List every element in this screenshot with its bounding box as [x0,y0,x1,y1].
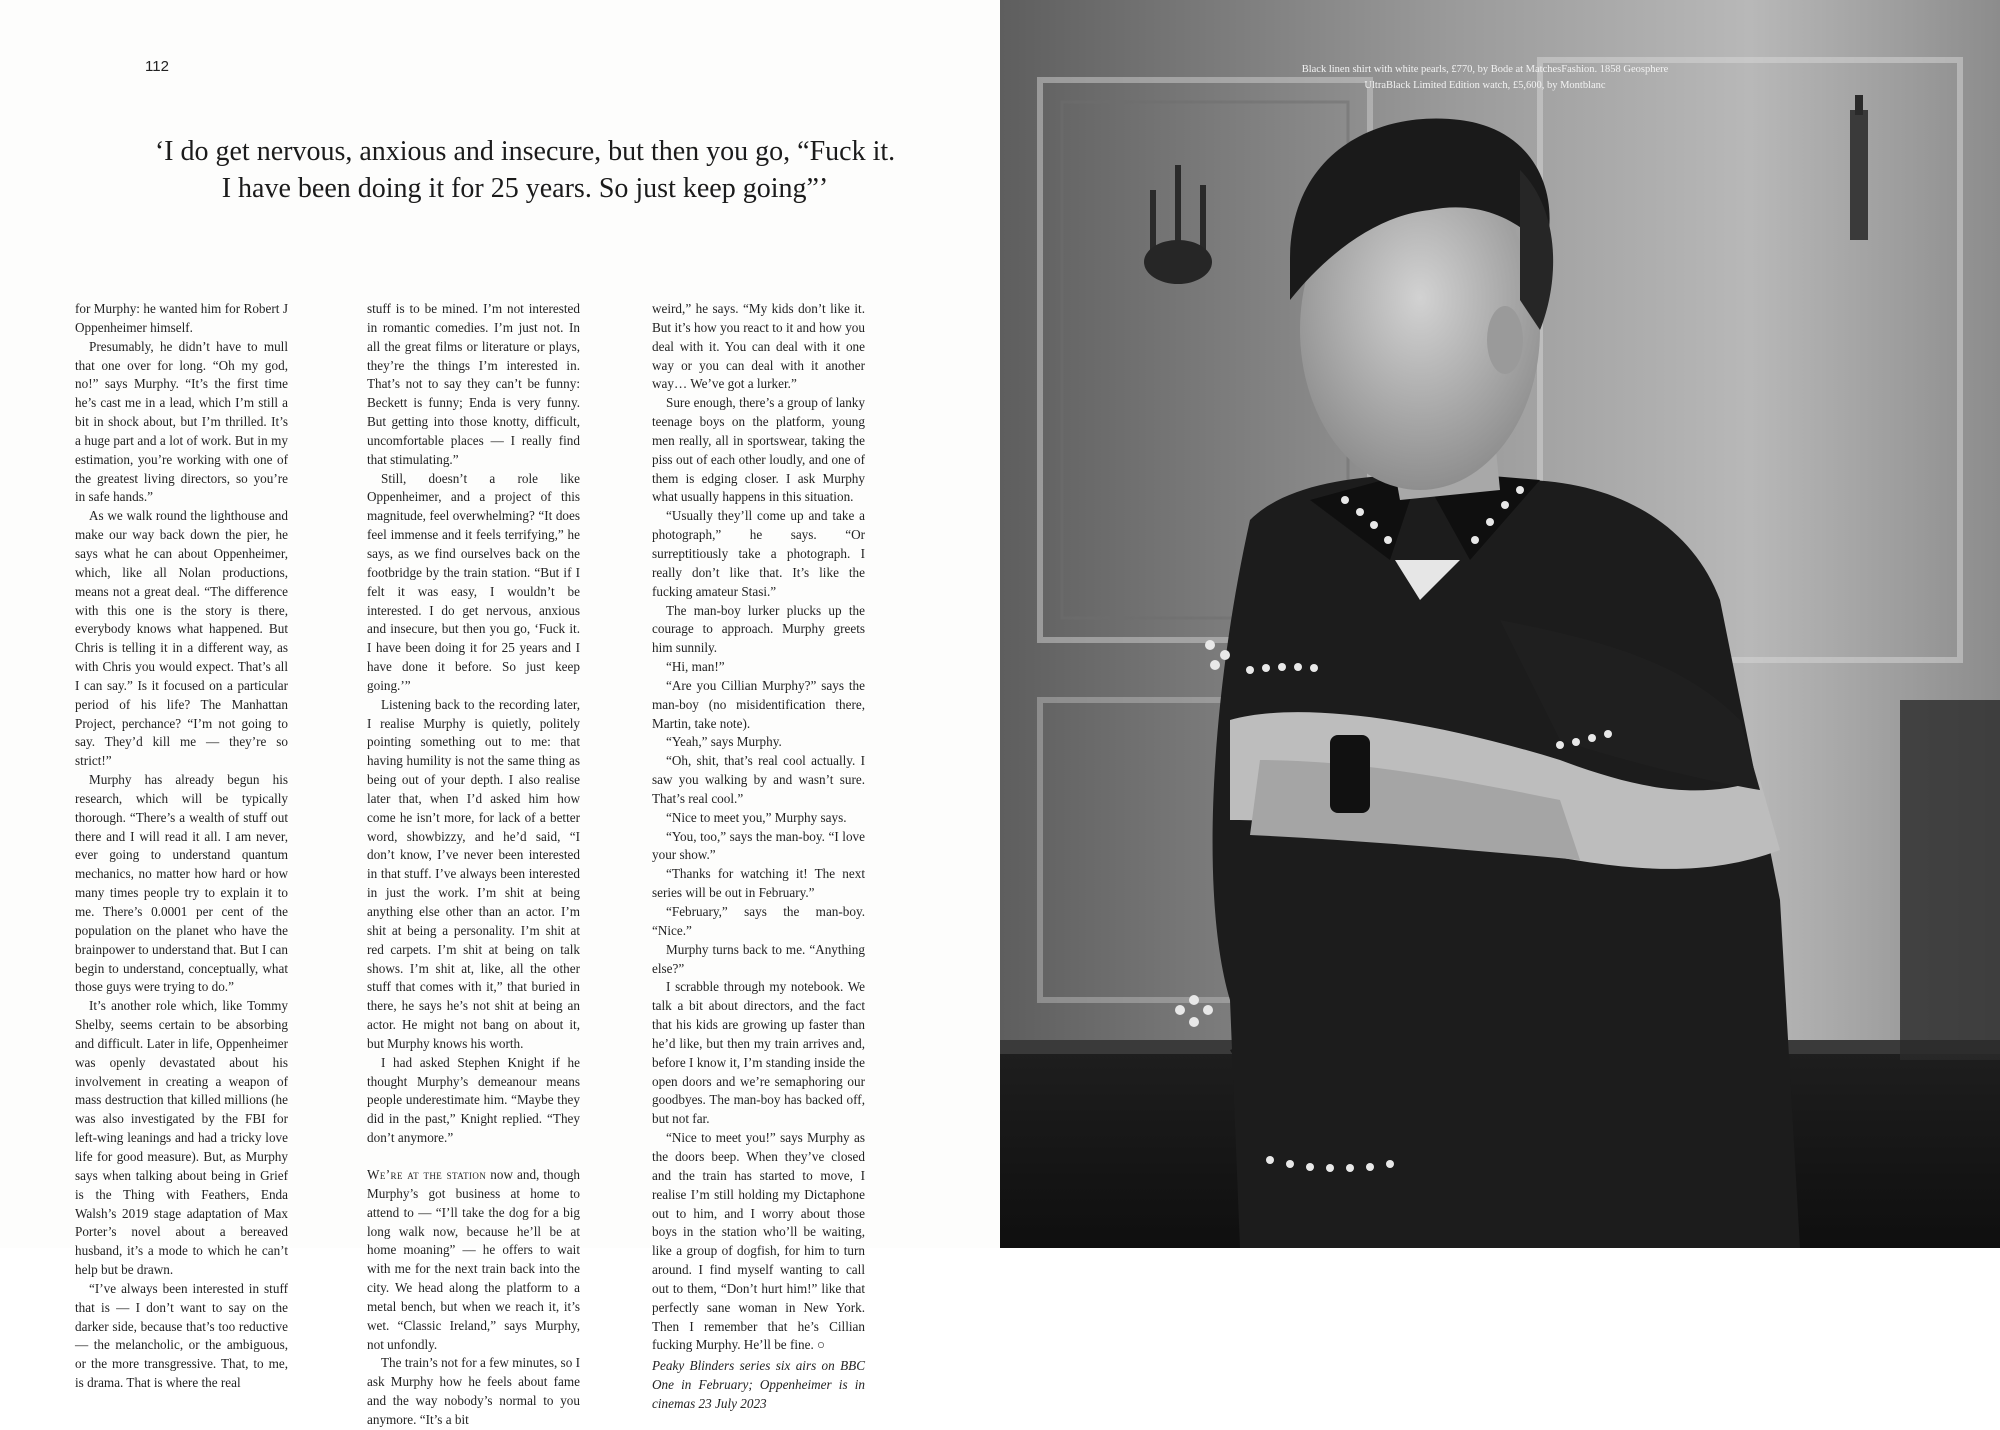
photo-caption-line-1: Black linen shirt with white pearls, £770, by Bode at MatchesFashion. 1858 Geosphere [1301,64,1669,75]
paragraph: weird,” he says. “My kids don’t like it. But it’s how you react to it and how you deal with it. You can deal with it one way or you can deal with it another way… We’ve got a lurker.” [652,301,865,392]
paragraph: “I’ve always been interested in stuff that is — I don’t want to say on the darker side, because that’s too reductive — the melancholic, or the ambiguous, or the more transgressive. That, to me, is drama. That is where the real [75,1280,288,1391]
paragraph: “Hi, man!” [666,659,725,675]
paragraph: Murphy has already begun his research, which will be typically thorough. “There’s a wealth of stuff out there and I will read it all. I am never, ever going to understand quantum mechanics, no matter how hard or how many times people try to explain it to me. There’s 0.0001 per cent of the population on the planet who have the brainpower to understand that. But I can begin to understand, conceptually, what those guys were trying to do.” [75,772,288,995]
paragraph: I scrabble through my notebook. We talk a bit about directors, and the fact that his kids are growing up faster than he’d like, but then my train arrives and, before I know it, I’m standing inside the open doors and we’re semaphoring our goodbyes. The man-boy has backed off, but not far. [652,979,865,1127]
paragraph: The man-boy lurker plucks up the courage to approach. Murphy greets him sunnily. [652,602,865,656]
paragraph: “Yeah,” says Murphy. [666,734,782,750]
paragraph: I had asked Stephen Knight if he thought Murphy’s demeanour means people underestimate him. “Maybe they did in the past,” Knight replied. “They don’t anymore.” [367,1054,580,1146]
portrait-photo [1000,0,2000,1248]
article-column-1 [75,300,288,1393]
pull-quote-line-2: I have been doing it for 25 years. So just keep going”’ [221,173,829,204]
paragraph: Still, doesn’t a role like Oppenheimer, and a project of this magnitude, feel overwhelming? “It does feel immense and it feels terrifying,” he says, as we find ourselves back on the footbridge by the train station. “But if I felt it was easy, I wouldn’t be interested. I do get nervous, anxious and insecure, but then you go, ‘Fuck it. I have been doing it for 25 years and I have done it before. So just keep going.’” [367,470,580,693]
paragraph: “Nice to meet you,” Murphy says. [666,809,847,825]
section-paragraph [367,1166,580,1354]
article-column-2 [367,300,580,1430]
paragraph: It’s another role which, like Tommy Shelby, seems certain to be absorbing and difficult. Later in life, Oppenheimer was openly devastated about his involvement in creating a weapon of mass destruction that killed millions (he was also investigated by the FBI for left-wing leanings and had a tricky love life for good measure). But, as Murphy says when talking about being in Grief is the Thing with Feathers, Enda Walsh’s 2019 stage adaptation of Max Porter’s novel about a bereaved husband, it’s a mode to which he can’t help but be drawn. [75,998,288,1278]
paragraph: for Murphy: he wanted him for Robert J Oppenheimer himself. [75,301,288,335]
paragraph: “You, too,” says the man-boy. “I love your show.” [652,828,865,863]
pull-quote-line-1: ‘I do get nervous, anxious and insecure, but then you go, “Fuck it. [154,136,896,167]
article-column-3 [652,300,865,1414]
paragraph: Listening back to the recording later, I realise Murphy is quietly, politely pointing something out to me: that having humility is not the same thing as being out of your depth. I also realise later that, when I’d asked him how come he isn’t more, for lack of a better word, showbizzy, and he’d said, “I don’t know, I’ve never been interested in that stuff. I’ve always been interested in just the work. I’m shit at being anything else other than an actor. I’m shit at being a personality. I’m shit at red carpets. I’m shit at being on talk shows. I’m shit at, like, all the other stuff that comes with it,” that buried in there, he says he’s not shit at being an actor. He might not bang on about it, but Murphy knows his worth. [367,696,580,1051]
paragraph: “Oh, shit, that’s real cool actually. I saw you walking by and wasn’t sure. That’s real cool.” [652,753,865,806]
pull-quote [110,133,940,207]
broadcast-credit: Peaky Blinders series six airs on BBC One in February; Oppenheimer is in cinemas 23 July 2023 [652,1358,865,1411]
paragraph: Presumably, he didn’t have to mull that one over for long. “Oh my god, no!” says Murphy. “It’s the first time he’s cast me in a lead, which I’m still a bit in shock about, but I’m thrilled. It’s a huge part and a lot of work. But in my estimation, you’re working with one of the greatest living directors, so you’re in safe hands.” [75,338,288,505]
photo-caption-line-2: UltraBlack Limited Edition watch, £5,600, by Montblanc [1364,80,1606,91]
photo-caption [1265,62,1705,94]
paragraph: “February,” says the man-boy. “Nice.” [652,904,865,938]
section-lead-in: We’re at the station [367,1166,487,1182]
paragraph: “Usually they’ll come up and take a photograph,” he says. “Or surreptitiously take a photograph. I really don’t like that. It’s like the fucking amateur Stasi.” [652,508,865,599]
paragraph: Murphy turns back to me. “Anything else?” [652,941,865,976]
paragraph: The train’s not for a few minutes, so I ask Murphy how he feels about fame and the way nobody’s normal to you anymore. “It’s a bit [367,1355,580,1427]
article-page [0,0,1000,1427]
paragraph: Sure enough, there’s a group of lanky teenage boys on the platform, young men really, all in sportswear, taking the piss out of each other loudly, and one of them is edging closer. I ask Murphy what usually happens in this situation. [652,395,865,505]
paragraph: stuff is to be mined. I’m not interested in romantic comedies. I’m just not. In all the great films or literature or plays, they’re the things I’m interested in. That’s not to say they can’t be funny: Beckett is funny; Enda is very funny. But getting into those knotty, difficult, uncomfortable places — I really find that stimulating.” [367,301,580,467]
paragraph: As we walk round the lighthouse and make our way back down the pier, he says what he can about Oppenheimer, which, like all Nolan productions, means not a great deal. “The difference with this one is the story is there, everybody knows what happened. But Chris is telling it in a different way, as with Chris you would expect. That’s all I can say.” Is it focused on a particular period of his life? The Manhattan Project, perchance? “I’m not going to say. They’d kill me — they’re so strict!” [75,508,288,769]
paragraph: “Nice to meet you!” says Murphy as the doors beep. When they’ve closed and the train has started to move, I realise I’m still holding my Dictaphone out to him, and I worry about those boys in the station who’ll be waiting, like a group of dogfish, for him to turn around. I find myself wanting to call out to them, “Don’t hurt him!” like that perfectly sane woman in New York. Then I remember that he’s Cillian fucking Murphy. He’ll be fine. ○ [652,1130,865,1353]
paragraph: “Thanks for watching it! The next series will be out in February.” [652,866,865,901]
portrait-illustration [1000,0,2000,1248]
paragraph: “Are you Cillian Murphy?” says the man-boy (no misidentification there, Martin, take note). [652,677,865,731]
page-number: 112 [145,58,169,75]
section-text: now and, though Murphy’s got business at home to attend to — “I’ll take the dog for a big long walk now, because he’ll be at home moaning” — he offers to wait with me for the next train back into the city. We head along the platform to a metal bench, but when we reach it, it’s wet. “Classic Ireland,” says Murphy, not unfondly. [367,1166,581,1352]
